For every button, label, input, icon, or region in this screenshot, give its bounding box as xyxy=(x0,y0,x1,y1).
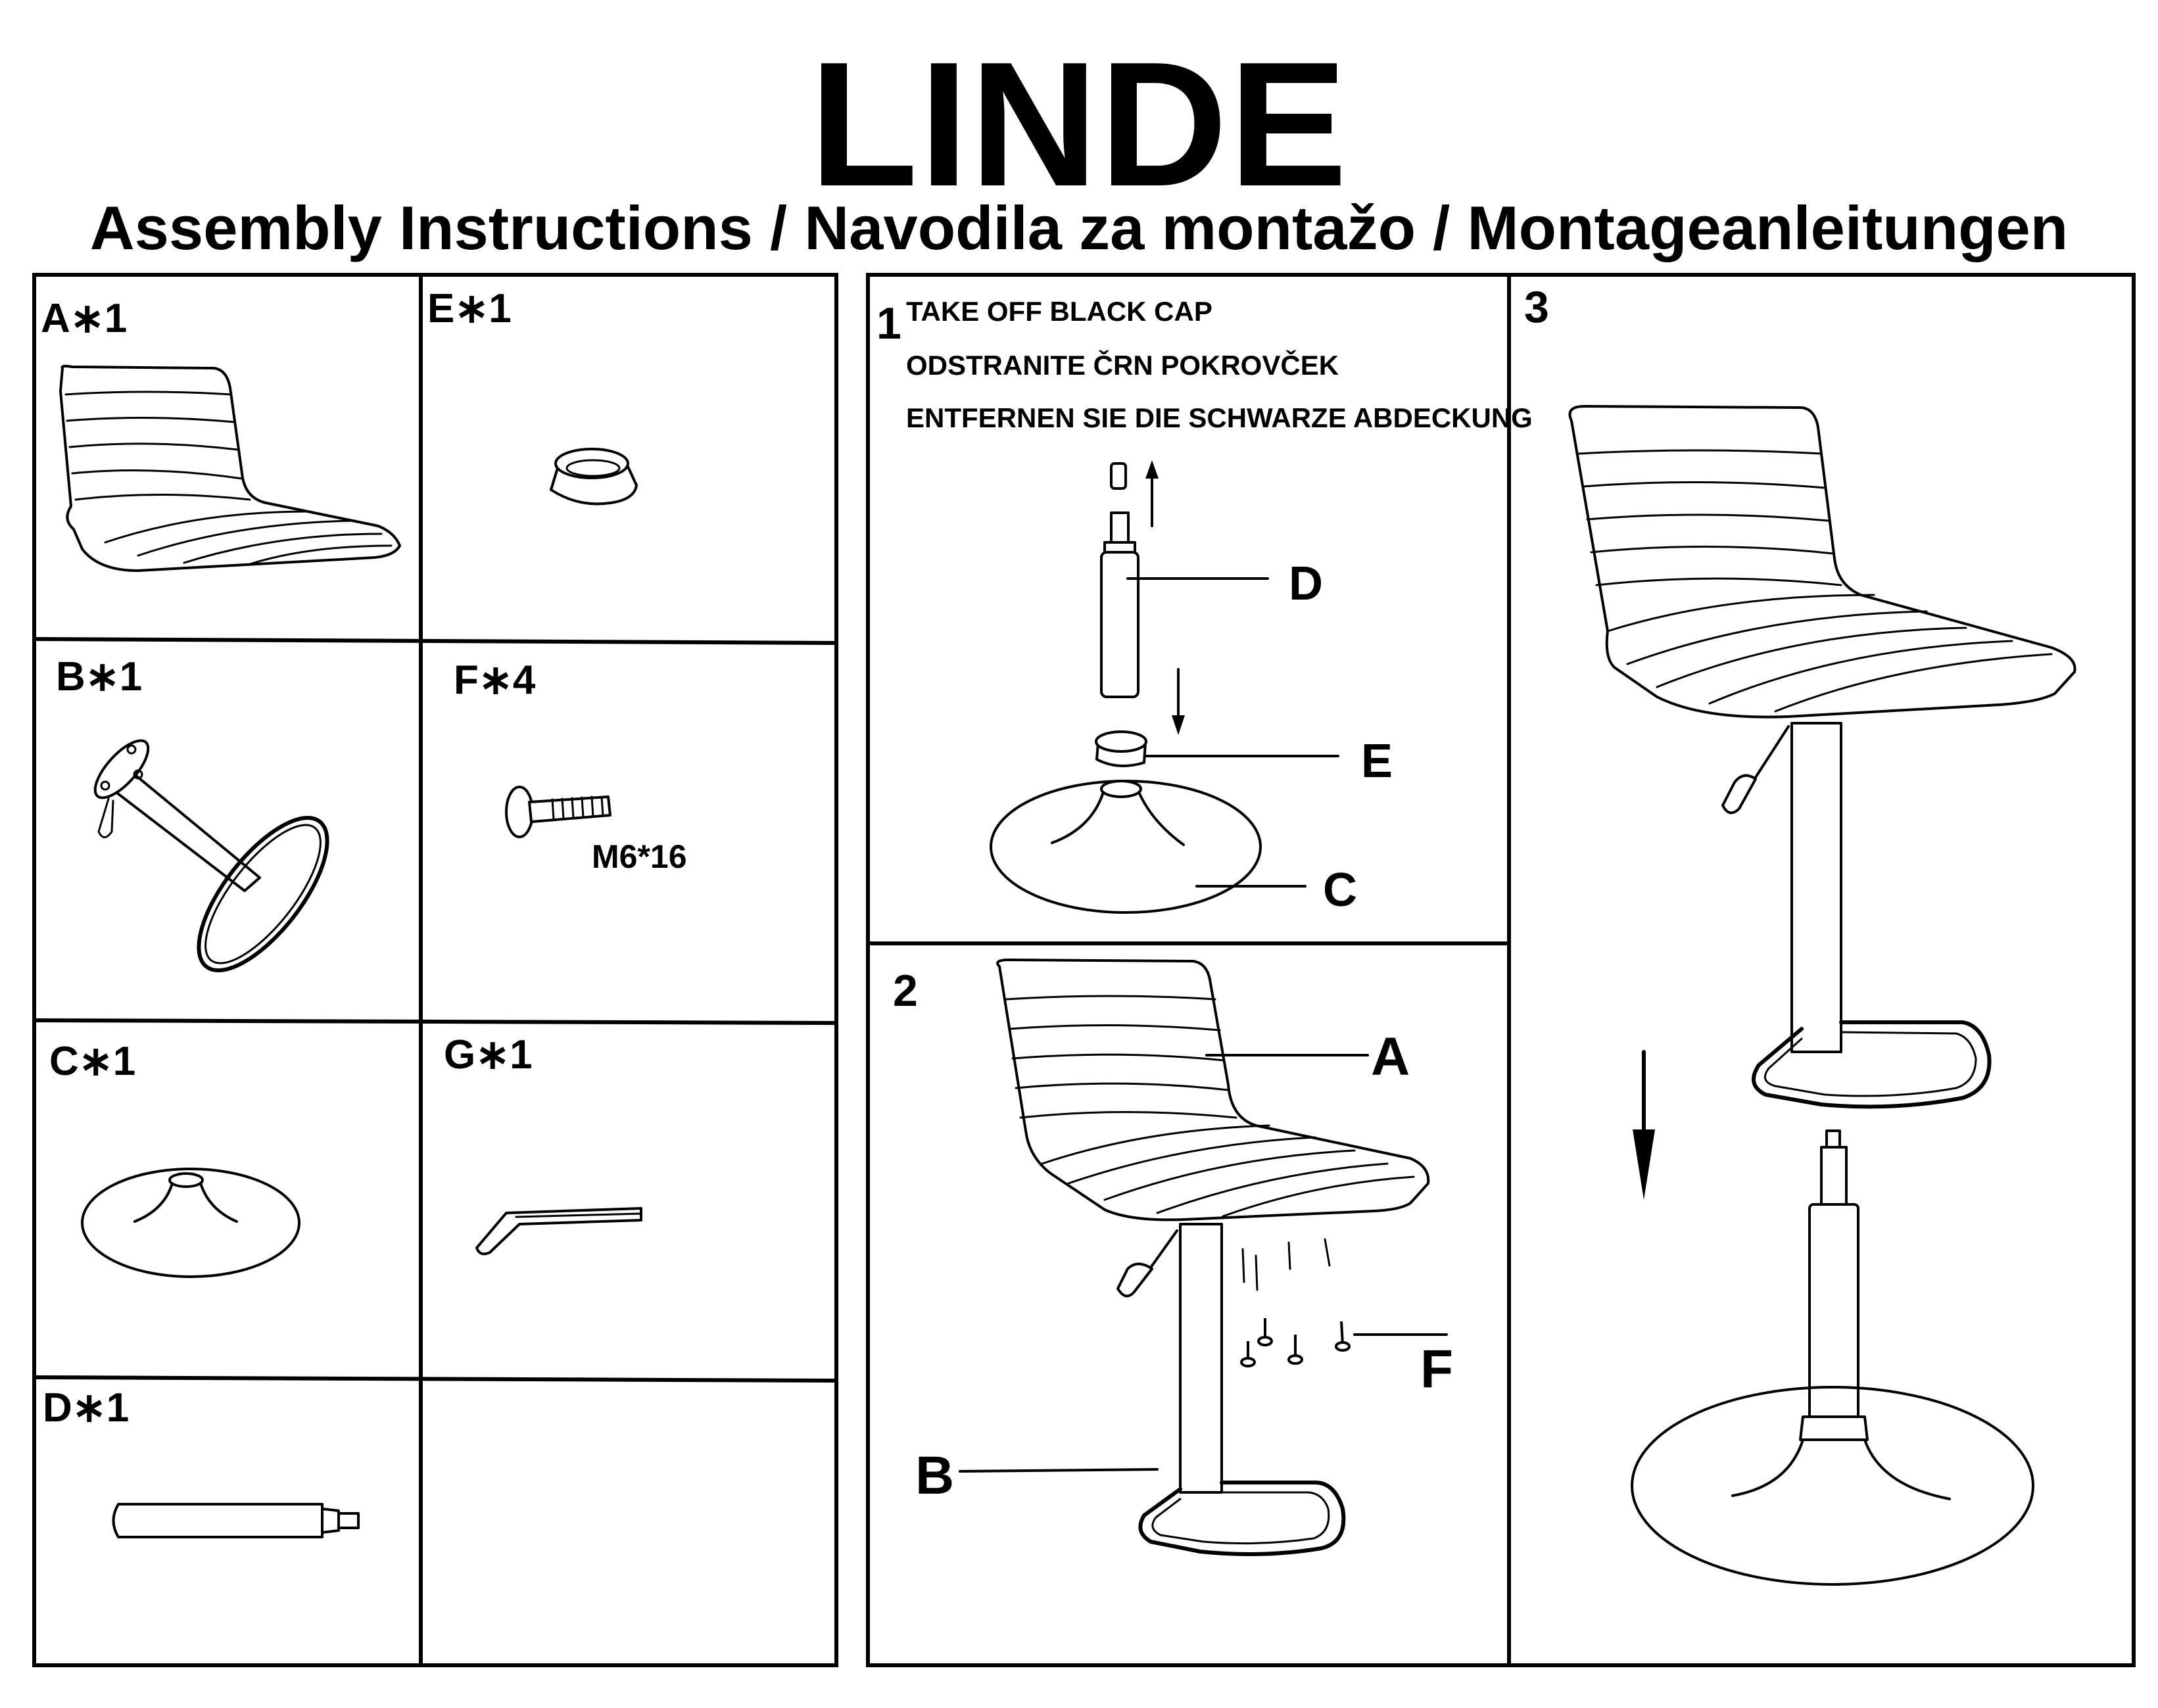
part-label-f: F∗4 xyxy=(454,657,536,703)
step-1-callout-d: D xyxy=(1289,557,1323,610)
frame-footrest-icon xyxy=(87,732,350,990)
hex-key-icon xyxy=(477,1208,641,1254)
parts-table-divider xyxy=(34,1377,836,1381)
part-label-e: E∗1 xyxy=(427,286,512,331)
base-icon xyxy=(82,1169,299,1277)
seat-icon xyxy=(60,366,400,571)
step-1-instruction-de: ENTFERNEN SIE DIE SCHWARZE ABDECKUNG xyxy=(906,402,1533,433)
step-1-illustration xyxy=(991,460,1338,913)
step-1-instruction-sl: ODSTRANITE ČRN POKROVČEK xyxy=(906,350,1339,381)
gas-lift-icon xyxy=(114,1504,359,1537)
part-label-a: A∗1 xyxy=(41,296,128,341)
step-3-illustration xyxy=(1570,406,2075,1584)
step-2-callout-b: B xyxy=(915,1446,955,1506)
black-cap-icon xyxy=(1111,463,1126,488)
parts-table-divider xyxy=(34,1020,836,1023)
step-2-callout-f: F xyxy=(1420,1339,1454,1399)
page-subtitle: Assembly Instructions / Navodila za montažo / Montageanleitungen xyxy=(89,193,2069,262)
bolt-icon xyxy=(506,787,610,837)
step-number-2: 2 xyxy=(893,966,918,1016)
step-1-instruction-en: TAKE OFF BLACK CAP xyxy=(906,296,1212,327)
step-number-1: 1 xyxy=(876,298,901,348)
page-title: LINDE xyxy=(809,26,1349,224)
bolt-spec-label: M6*16 xyxy=(592,838,687,875)
part-label-c: C∗1 xyxy=(49,1039,136,1084)
step-number-3: 3 xyxy=(1524,282,1549,332)
part-label-b: B∗1 xyxy=(56,654,143,700)
part-label-g: G∗1 xyxy=(444,1032,533,1078)
parts-table-divider xyxy=(34,639,836,643)
step-1-callout-e: E xyxy=(1361,735,1393,788)
part-label-d: D∗1 xyxy=(43,1385,130,1431)
step-2-callout-a: A xyxy=(1371,1027,1410,1087)
step-1-callout-c: C xyxy=(1323,864,1357,916)
cap-icon xyxy=(551,449,636,504)
